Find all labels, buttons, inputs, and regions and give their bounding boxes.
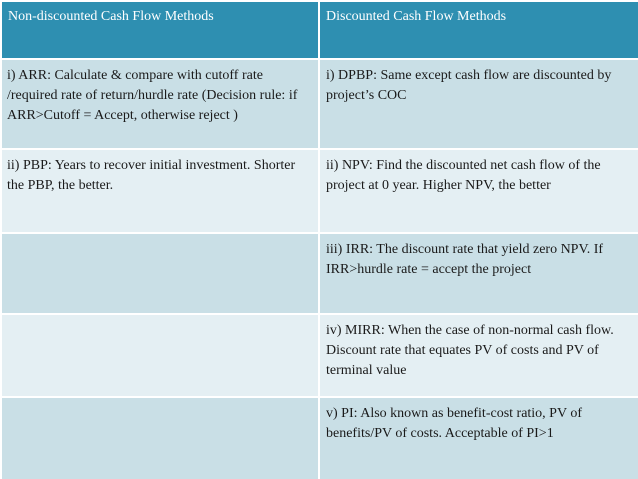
cell-pbp: ii) PBP: Years to recover initial investment. Shorter the PBP, the better. [1,149,319,233]
cell-empty [1,397,319,479]
table-header-row [1,1,638,59]
cell-npv: ii) NPV: Find the discounted net cash flow of the project at 0 year. Higher NPV, the better [319,149,638,233]
cell-pi: v) PI: Also known as benefit-cost ratio, PV of benefits/PV of costs. Acceptable of PI>1 [319,397,638,479]
table-row [1,59,638,149]
cell-empty [1,314,319,397]
table-row [1,233,638,314]
cell-mirr: iv) MIRR: When the case of non-normal cash flow. Discount rate that equates PV of costs and PV of terminal value [319,314,638,397]
header-discounted: Discounted Cash Flow Methods [319,1,638,59]
header-non-discounted: Non-discounted Cash Flow Methods [1,1,319,59]
table-row [1,149,638,233]
cell-arr: i) ARR: Calculate & compare with cutoff rate /required rate of return/hurdle rate (Decision rule: if ARR>Cutoff = Accept, otherwise reject ) [1,59,319,149]
cell-irr: iii) IRR: The discount rate that yield zero NPV. If IRR>hurdle rate = accept the project [319,233,638,314]
table-row [1,314,638,397]
cell-empty [1,233,319,314]
cell-dpbp: i) DPBP: Same except cash flow are discounted by project’s COC [319,59,638,149]
table-row [1,397,638,479]
